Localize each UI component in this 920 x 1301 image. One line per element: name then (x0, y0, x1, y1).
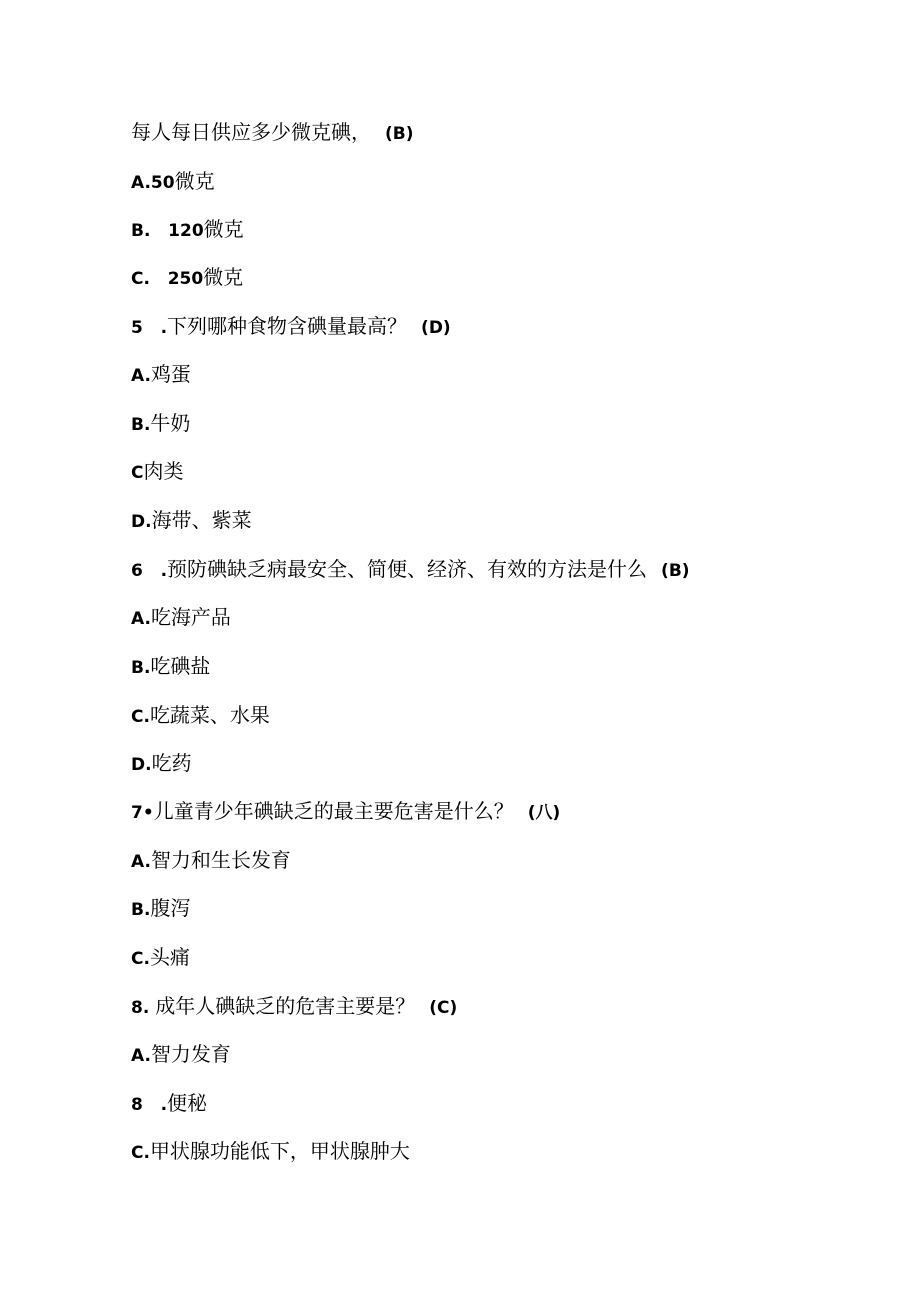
text-line (131, 1136, 424, 1166)
line-text: 牛奶 (150, 411, 191, 435)
answer-key: (B) (661, 561, 690, 581)
line-text: 微克 (203, 217, 244, 241)
question-number: 8 . (131, 1095, 168, 1115)
line-text: 腹泻 (150, 896, 191, 920)
text-line (131, 991, 457, 1021)
text-line (131, 942, 204, 972)
line-text: 成年人碘缺乏的危害主要是？ (155, 994, 416, 1018)
text-line (131, 700, 284, 730)
line-text: 微克 (203, 265, 244, 289)
text-line (131, 845, 305, 875)
text-line (131, 166, 229, 196)
line-text: 吃蔬菜、水果 (149, 703, 270, 727)
text-line (131, 651, 224, 681)
option-label: C. (131, 707, 150, 727)
option-label: A. (131, 852, 151, 872)
text-line (131, 214, 258, 244)
line-text: 每人每日供应多少微克碘， (131, 120, 371, 144)
line-text: 海带、紫菜 (151, 508, 252, 532)
line-text: 预防碘缺乏病最安全、简便、经济、有效的方法是什么 (167, 557, 648, 581)
question-number: 8. (131, 998, 156, 1018)
option-label: C. (131, 949, 150, 969)
line-text: 吃药 (151, 751, 192, 775)
text-line (131, 893, 204, 923)
option-label: C. (131, 1143, 150, 1163)
text-line (131, 796, 560, 826)
line-text: 头痛 (149, 945, 190, 969)
option-label: B. 120 (131, 221, 204, 241)
line-text: 吃海产品 (150, 605, 231, 629)
question-number: 7• (131, 803, 154, 823)
option-label: A.50 (131, 173, 175, 193)
line-text: 鸡蛋 (150, 362, 191, 386)
answer-key: (B) (385, 124, 414, 144)
question-number: 5 . (131, 318, 168, 338)
text-line (131, 602, 245, 632)
line-text: 智力发育 (150, 1042, 231, 1066)
line-text: 下列哪种食物含碘量最高？ (167, 314, 408, 338)
text-line (131, 456, 197, 486)
option-label: B. (131, 415, 151, 435)
option-label: C (131, 463, 144, 483)
text-line (131, 554, 690, 584)
text-line (131, 117, 414, 147)
option-label: B. (131, 900, 151, 920)
text-line (131, 359, 205, 389)
option-label: D. (131, 512, 152, 532)
line-text: 肉类 (143, 459, 184, 483)
text-line (131, 408, 204, 438)
line-text: 便秘 (167, 1091, 208, 1115)
text-line (131, 1039, 245, 1069)
answer-key: (八) (527, 803, 561, 823)
line-text: 吃碘盐 (150, 654, 211, 678)
option-label: A. (131, 366, 151, 386)
answer-key: (C) (429, 998, 458, 1018)
text-line (131, 505, 266, 535)
text-line (131, 1088, 221, 1118)
option-label: B. (131, 658, 151, 678)
option-label: A. (131, 1046, 151, 1066)
line-text: 智力和生长发育 (150, 848, 291, 872)
text-line (131, 311, 451, 341)
line-text: 甲状腺功能低下，甲状腺肿大 (149, 1139, 410, 1163)
option-label: D. (131, 755, 152, 775)
answer-key: (D) (421, 318, 451, 338)
text-line (131, 262, 257, 292)
line-text: 儿童青少年碘缺乏的最主要危害是什么？ (153, 799, 514, 823)
line-text: 微克 (174, 169, 215, 193)
question-number: 6 . (131, 561, 168, 581)
option-label: A. (131, 609, 151, 629)
option-label: C. 250 (131, 269, 204, 289)
text-line (131, 748, 206, 778)
